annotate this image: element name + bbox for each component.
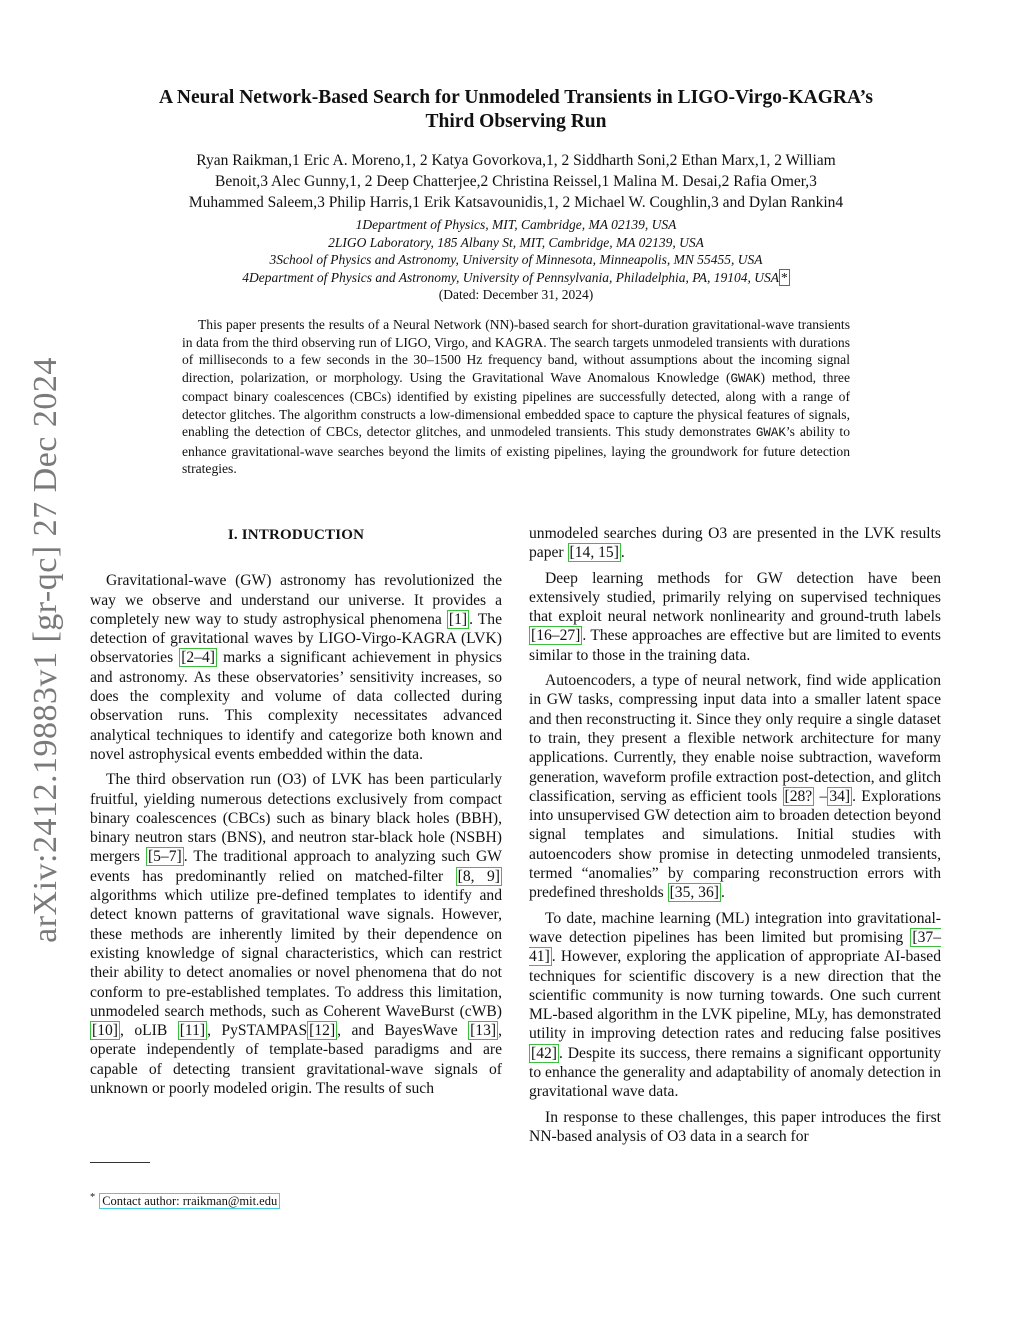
citation-link[interactable]: [42]	[531, 1044, 557, 1062]
right-column	[529, 524, 941, 1152]
citation-link[interactable]: [1]	[448, 610, 468, 628]
citation-link[interactable]: [2–4]	[181, 649, 215, 667]
abstract: This paper presents the results of a Neural Network (NN)-based search for short-duration gravitational-wave transients in data from the third observing run of LIGO, Virgo, and KAGRA. The search targets unmodeled transients with durations of milliseconds to a few seconds in the 30–1500 Hz frequency band, without assumptions about the incoming signal direction, polarization, or morphology. Using the Gravitational Wave Anomalous Knowledge (GWAK) method, three compact binary coalescences (CBCs) identified by existing pipelines are successfully detected, along with a range of detector glitches. The algorithm constructs a low-dimensional embedded space to capture the physical features of signals, enabling the detection of CBCs, detector glitches, and unmodeled transients. This study demonstrates GWAK’s ability to enhance gravitational-wave searches beyond the limits of existing pipelines, laying the groundwork for future detection strategies.	[182, 317, 851, 476]
citation-link[interactable]: [35, 36]	[669, 884, 719, 902]
citation-link[interactable]: [28?	[784, 787, 813, 805]
citation-link[interactable]: [10]	[92, 1022, 118, 1040]
paragraph: In response to these challenges, this paper introduces the first NN-based analysis of O3 data in a search for	[529, 1108, 941, 1145]
citation-link[interactable]: [13]	[470, 1022, 497, 1040]
arxiv-id: arXiv:2412.19883v1 [gr-qc] 27 Dec 2024	[27, 357, 64, 943]
paragraph: Gravitational-wave (GW) astronomy has revolutionized the way we observe and understand our universe. It provides a completely new way to study astrophysical phenomena [1] . The detection of gravitational waves by LIGO-Virgo-KAGRA (LVK) observatories [2–4] marks a significant achievement in physics and astronomy. As these observatories’ sensitivity increases, so does the complexity and volume of data collected during observation runs. This complexity necessitates advanced analytical techniques to identify and categorize both known and novel astrophysical events embedded within the data.	[90, 572, 503, 763]
paragraph: To date, machine learning (ML) integration into gravitational-wave detection pipelines has been limited but promising [37–41] . However, exploring the application of appropriate AI-based techniques for scientific discovery is a new direction that the scientific community is now turning towards. One such current ML-based algorithm in the LVK pipeline, MLy, has demonstrated utility in improving detection rates and reducing false positives [42] . Despite its success, there remains a significant opportunity to enhance the generality and adaptability of anomaly detection in gravitational wave data.	[529, 909, 941, 1101]
paragraph: Autoencoders, a type of neural network, find wide application in GW tasks, compressing input data into a smaller latent space and then reconstructing it. Since they only require a single dataset to train, they present a flexible network architecture for many applications. Currently, they enable noise subtraction, waveform generation, waveform profile extraction post-detection, and glitch classification, serving as efficient tools [28? – 34] . Explorations into unsupervised GW detection aim to broaden detection beyond signal templates and simulations. Initial studies with autoencoders show promise in detecting unmodeled transients, termed “anomalies” by comparing reconstruction errors with predefined thresholds [35, 36] .	[529, 672, 941, 902]
footnote-marker: *	[90, 1192, 96, 1203]
paragraph: The third observation run (O3) of LVK has been particularly fruitful, yielding numerous detections exclusively from compact binary coalescences (CBCs) such as binary black holes (BBH), binary neutron stars (BNS), and neutron star-black hole (NSBH) mergers [5–7] . The traditional approach to analyzing such GW events has predominantly relied on matched-filter [8, 9] algorithms which utilize pre-defined templates to identify and detect known patterns of gravitational wave signals. However, these methods are inherently limited by their dependence on existing knowledge of signal characteristics, which can restrict their ability to detect anomalies or novel phenomena that do not conform to pre-established templates. To address this limitation, unmodeled search methods, such as Coherent WaveBurst (cWB)[10] , oLIB [11] , PySTAMPAS [12] , and BayesWave [13] , operate independently of template-based paradigms and are capable of detecting transient gravitational-wave signals of unknown or poorly modeled origin. The results of such	[90, 771, 502, 1098]
footnote-mark-link[interactable]: *	[780, 269, 788, 285]
citation-link[interactable]: [11]	[179, 1022, 206, 1040]
paper-title: A Neural Network-Based Search for Unmodeled Transients in LIGO-Virgo-KAGRA’s Third Observing Run	[159, 87, 873, 132]
author-line: Benoit,3 Alec Gunny,1, 2 Deep Chatterjee,2 Christina Reissel,1 Malina M. Desai,2 Rafia Omer,3	[215, 173, 817, 190]
contact-email-link[interactable]: Contact author: rraikman@mit.edu	[99, 1193, 280, 1209]
author-list	[110, 150, 922, 213]
dated-line: (Dated: December 31, 2024)	[438, 287, 594, 302]
section-heading: I. INTRODUCTION	[227, 527, 365, 543]
citation-link[interactable]: [5–7]	[147, 848, 182, 866]
citation-link[interactable]: [16–27]	[531, 627, 581, 645]
affiliation-line: 1Department of Physics, MIT, Cambridge, MA 02139, USA	[355, 217, 677, 232]
citation-link[interactable]: 34]	[829, 787, 851, 805]
left-column	[90, 524, 502, 1104]
paragraph: unmodeled searches during O3 are presented in the LVK results paper [14, 15] .	[529, 525, 941, 562]
arxiv-sidebar-stamp	[27, 357, 64, 943]
citation-link[interactable]: [37–41]	[529, 928, 941, 966]
citation-link[interactable]: [12]	[309, 1022, 336, 1040]
author-line: Muhammed Saleem,3 Philip Harris,1 Erik Katsavounidis,1, 2 Michael W. Coughlin,3 and Dylan Rankin4	[188, 194, 844, 211]
author-line: Ryan Raikman,1 Eric A. Moreno,1, 2 Katya Govorkova,1, 2 Siddharth Soni,2 Ethan Marx,1, 2 William	[196, 152, 836, 169]
footnote-divider	[90, 1162, 150, 1163]
affiliation-line: 4Department of Physics and Astronomy, University of Pennsylvania, Philadelphia, PA, 19104, USA *	[242, 269, 788, 285]
affiliation-line: 3School of Physics and Astronomy, University of Minnesota, Minneapolis, MN 55455, USA	[269, 252, 763, 267]
citation-link[interactable]: [8, 9]	[457, 867, 500, 885]
affiliation-line: 2LIGO Laboratory, 185 Albany St, MIT, Cambridge, MA 02139, USA	[328, 234, 704, 250]
affiliations	[80, 216, 952, 304]
paragraph: Deep learning methods for GW detection have been extensively studied, primarily relying on supervised techniques that exploit neural network nonlinearity and ground-truth labels [16–27] . These approaches are effective but are limited to events similar to those in the training data.	[529, 569, 941, 664]
citation-link[interactable]: [14, 15]	[569, 544, 619, 562]
footnote	[90, 1192, 280, 1209]
